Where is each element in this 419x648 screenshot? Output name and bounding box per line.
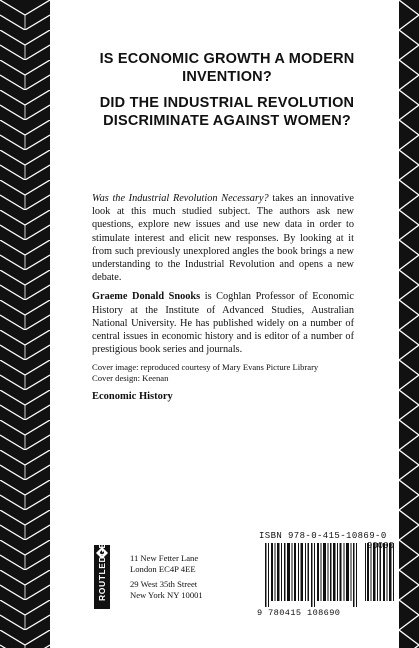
zigzag-pattern [0,0,50,648]
headline-question-1: IS ECONOMIC GROWTH A MODERN INVENTION? [99,51,355,85]
cover-image-credit: Cover image: reproduced courtesy of Mary Evans Picture Library [92,362,319,373]
barcode-area [257,531,397,621]
publisher-address [130,553,203,600]
blurb-text: takes an innovative look at this much studied subject. The authors ask new questions, explore new issues and use new data in order to stimulate interest and elicit new responses. By looking at it from such previously unexplored angles the book brings a new understanding to the Industrial Revolution and opens a new debate. [92,193,354,284]
cover-credits [92,362,354,384]
ean-number: 9 780415 108690 [257,608,341,618]
author-name: Graeme Donald Snooks [92,291,201,303]
back-cover-text [92,192,354,410]
zigzag-pattern [399,0,419,648]
publisher-block [94,542,214,609]
cover-design-credit: Cover design: Keenan [92,373,169,384]
author-bio-text: is Coghlan Professor of Economic History at the Institute of Advanced Studies, Australian National University. He has published widely on a number of central issues in economic history and is editor of a number of prestigious book series and journals. [92,291,354,356]
barcode-icon [265,543,395,607]
author-bio [92,290,354,356]
headline [62,50,392,130]
left-decorative-border [0,0,50,648]
headline-question-2: DID THE INDUSTRIAL REVOLUTION DISCRIMINATE AGAINST WOMEN? [99,95,355,129]
book-title: Was the Industrial Revolution Necessary? [92,193,269,204]
publisher-logo-text: ROUTLEDGE [97,542,107,601]
address-line: New York NY 10001 [130,589,203,600]
subject-category: Economic History [92,391,173,403]
isbn-text: ISBN 978-0-415-10869-0 [259,531,387,541]
blurb [92,192,354,284]
address-line: 11 New Fetter Lane [130,553,199,563]
address-line: London EC4P 4EE [130,563,196,574]
address-line: 29 West 35th Street [130,579,198,590]
right-decorative-border [399,0,419,648]
